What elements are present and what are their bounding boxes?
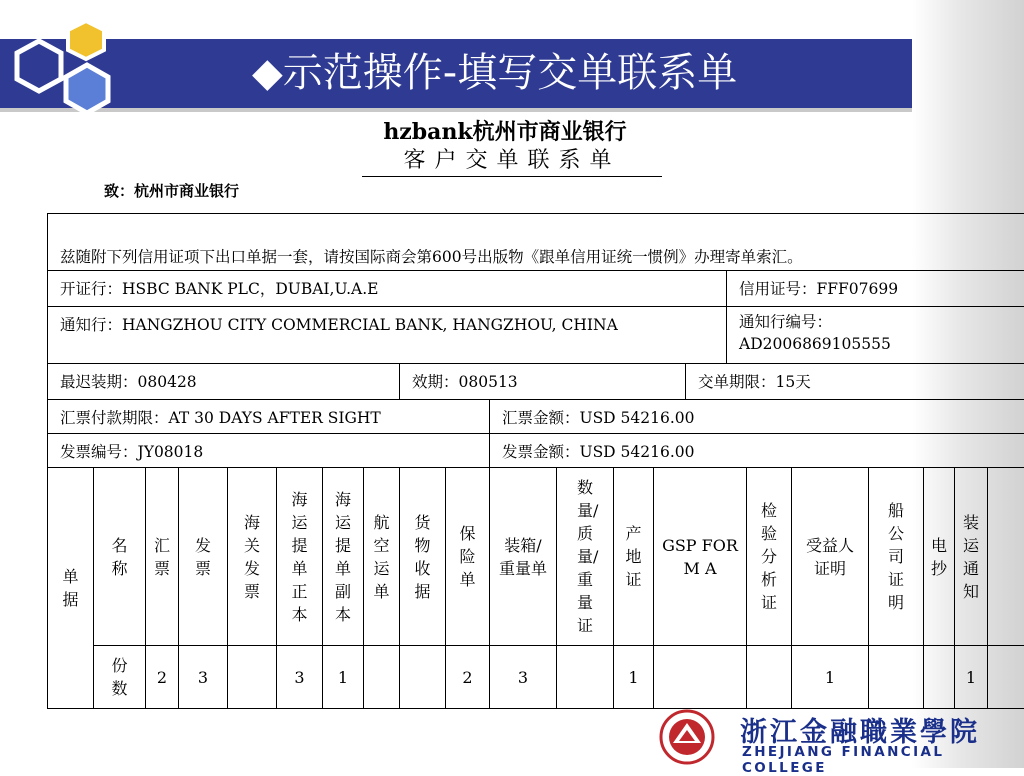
- advising-ref-value: AD2006869105555: [739, 335, 891, 353]
- documents-grid: [48, 468, 1024, 708]
- expiry-date: 效期：080513: [400, 364, 686, 399]
- advising-bank: 通知行：HANGZHOU CITY COMMERCIAL BANK, HANGZHOU, CHINA: [48, 307, 727, 363]
- college-seal-icon: [658, 709, 716, 765]
- doc-header-air-waybill: 航空运单: [364, 468, 400, 645]
- copies-packing-list: 3: [490, 646, 557, 708]
- copies-customs-invoice: [228, 646, 277, 708]
- copies-blank: [988, 646, 1024, 708]
- doc-header-cargo-receipt: 货物收据: [400, 468, 446, 645]
- doc-header-customs-invoice: 海关发票: [228, 468, 277, 645]
- copies-telex-copy: [924, 646, 955, 708]
- advising-row: [48, 307, 1024, 364]
- documents-label: 单据: [48, 468, 94, 708]
- doc-header-insurance: 保险单: [446, 468, 490, 645]
- intro-text: 兹随附下列信用证项下出口单据一套，请按国际商会第600号出版物《跟单信用证统一惯例》办理寄单索汇。: [60, 248, 803, 266]
- recipient-line: 致：杭州市商业银行: [104, 182, 240, 200]
- copies-beneficiary-cert: 1: [792, 646, 869, 708]
- copies-bl-copy: 1: [323, 646, 364, 708]
- copies-inspection-cert: [747, 646, 792, 708]
- copies-gsp-form-a: [654, 646, 747, 708]
- doc-header-quantity-cert: 数量/质量/重量证: [557, 468, 614, 645]
- issuing-bank: 开证行：HSBC BANK PLC，DUBAI,U.A.E: [48, 271, 727, 306]
- doc-header-shipping-co-cert: 船公司证明: [869, 468, 924, 645]
- name-label: 名称: [94, 468, 146, 645]
- doc-header-bl-original: 海运提单正本: [277, 468, 323, 645]
- doc-header-beneficiary-cert: 受益人证明: [792, 468, 869, 645]
- copies-insurance: 2: [446, 646, 490, 708]
- bank-row: [48, 271, 1024, 307]
- presentation-period: 交单期限：15天: [698, 373, 811, 391]
- doc-header-blank: [988, 468, 1024, 645]
- college-name-en: ZHEJIANG FINANCIAL COLLEGE: [742, 744, 945, 776]
- doc-header-invoice: 发票: [179, 468, 228, 645]
- copies-air-waybill: [364, 646, 400, 708]
- invoice-amount: 发票金额：USD 54216.00: [502, 443, 695, 461]
- hexagon-logo-icon: [0, 18, 125, 128]
- copies-invoice: 3: [179, 646, 228, 708]
- latest-shipment: 最迟装期：080428: [48, 364, 400, 399]
- draft-row: [48, 400, 1024, 434]
- copies-label: 份数: [94, 646, 146, 708]
- doc-header-inspection-cert: 检验分析证: [747, 468, 792, 645]
- lc-number: 信用证号：FFF07699: [739, 280, 899, 298]
- doc-header-packing-list: 装箱/重量单: [490, 468, 557, 645]
- advising-ref-label: 通知行编号：: [739, 313, 833, 331]
- copies-shipping-co-cert: [869, 646, 924, 708]
- college-logo: [652, 706, 1024, 776]
- draft-amount: 汇票金额：USD 54216.00: [502, 409, 695, 427]
- invoice-row: [48, 434, 1024, 468]
- college-name-cn: 浙江金融職業學院: [740, 717, 980, 748]
- copies-origin-cert: 1: [614, 646, 654, 708]
- copies-bl-original: 3: [277, 646, 323, 708]
- bank-name: hzbank杭州市商业银行: [383, 119, 627, 145]
- advising-ref: [727, 307, 1024, 363]
- copies-draft: 2: [146, 646, 179, 708]
- draft-tenor: 汇票付款期限：AT 30 DAYS AFTER SIGHT: [48, 400, 490, 433]
- slide-title: ◆示范操作-填写交单联系单: [252, 50, 738, 96]
- form-title: 客户交单联系单: [362, 146, 662, 177]
- copies-shipping-advice: 1: [955, 646, 988, 708]
- doc-header-bl-copy: 海运提单副本: [323, 468, 364, 645]
- doc-header-origin-cert: 产地证: [614, 468, 654, 645]
- title-bar-shadow: [0, 108, 912, 112]
- copies-quantity-cert: [557, 646, 614, 708]
- copies-cargo-receipt: [400, 646, 446, 708]
- invoice-number: 发票编号：JY08018: [48, 434, 490, 467]
- intro-row: [48, 214, 1024, 271]
- dates-row: [48, 364, 1024, 400]
- doc-header-draft: 汇票: [146, 468, 179, 645]
- contact-form-table: [47, 213, 1024, 709]
- doc-header-gsp-form-a: GSP FORM A: [654, 468, 747, 645]
- doc-header-telex-copy: 电抄: [924, 468, 955, 645]
- doc-header-shipping-advice: 装运通知: [955, 468, 988, 645]
